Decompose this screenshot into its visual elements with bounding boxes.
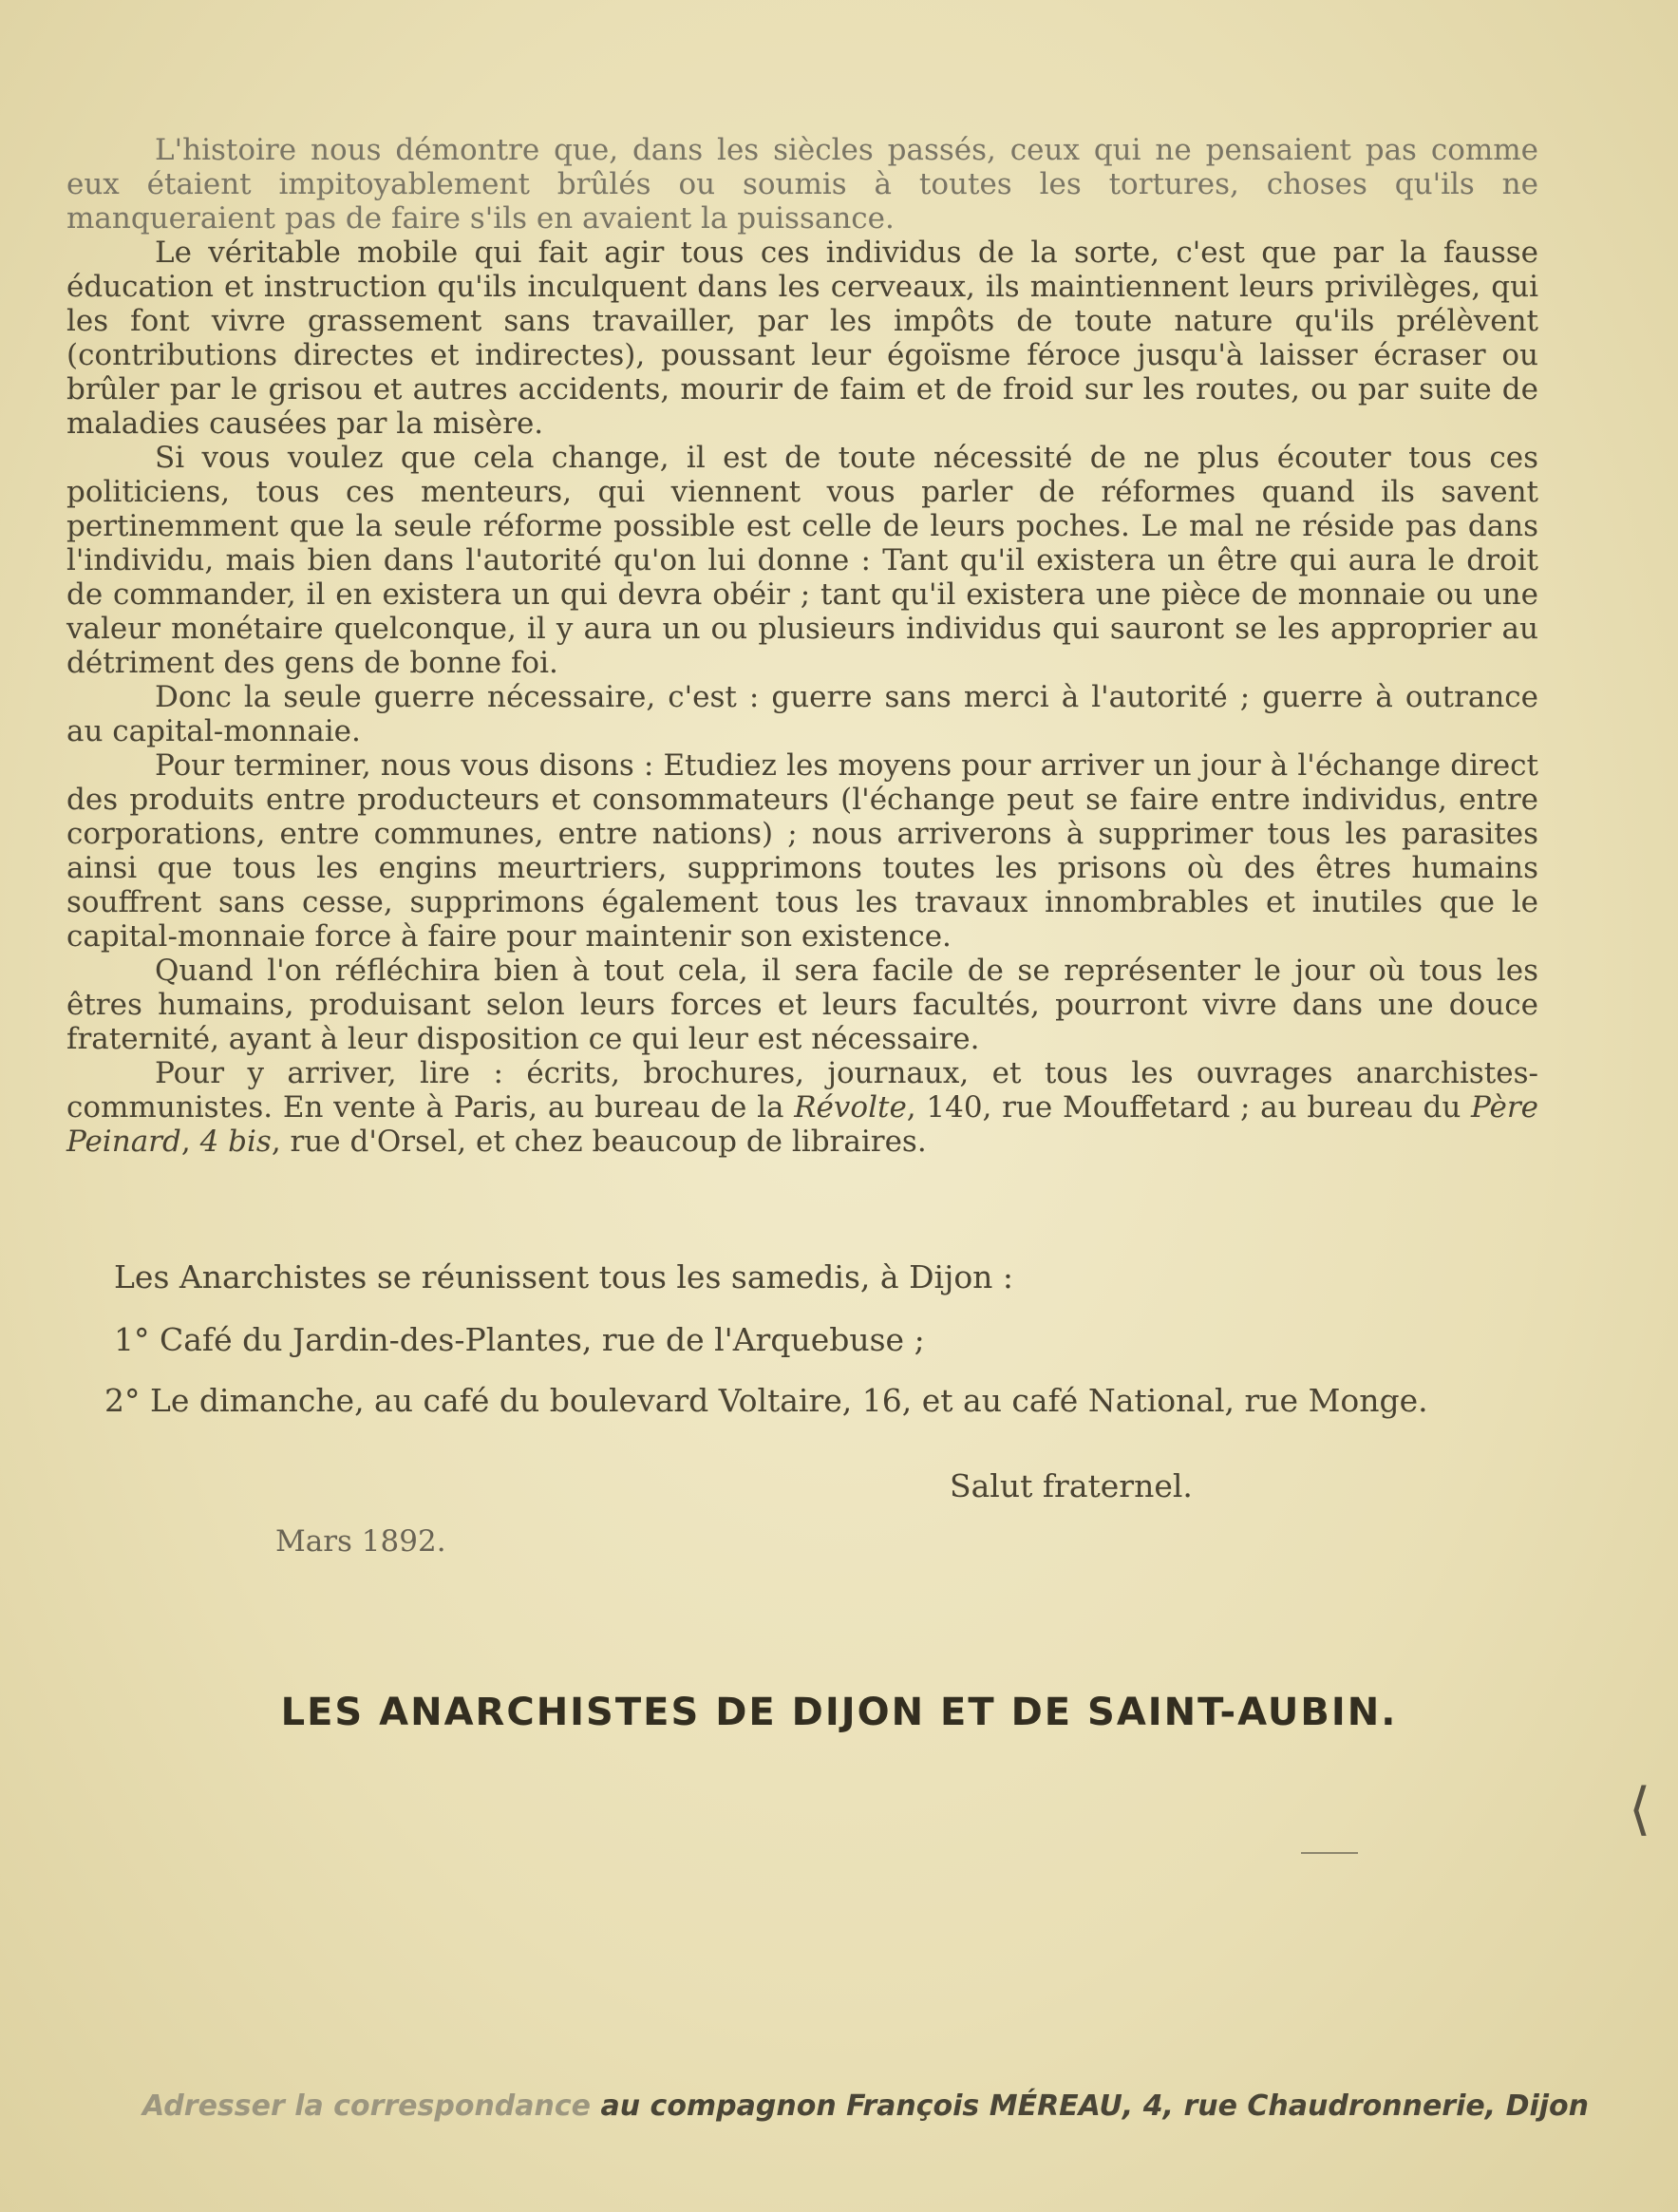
meeting-item-2: 2° Le dimanche, au café du boulevard Voltaire, 16, et au café National, rue Monge. [104,1382,1428,1419]
para7-middle: , 140, rue Mouffetard ; au bureau du [906,1090,1472,1125]
meeting-intro: Les Anarchistes se réunissent tous les samedis, à Dijon : [114,1258,1014,1295]
pere-peinard-title: Père Peinard [66,1090,1538,1159]
footer-rest: au compagnon François MÉREAU, 4, rue Chaudronnerie, Dijon [600,2089,1590,2123]
margin-mark-icon: ⟨ [1629,1776,1651,1843]
paragraph-1: L'histoire nous démontre que, dans les siècles passés, ceux qui ne pensaient pas comme eux étaient impitoyablement brûlés ou soumis à toutes les tortures, choses qu'ils ne manqueraient pas de faire s'ils en avaient la puissance. [66,133,1538,236]
meeting-item-1: 1° Café du Jardin-des-Plantes, rue de l'Arquebuse ; [114,1321,925,1358]
footer-prefix: Adresser la correspondance [142,2089,592,2123]
bis-text: 4 bis [199,1125,272,1159]
para7-comma: , [180,1125,200,1159]
date: Mars 1892. [275,1524,446,1559]
signature: LES ANARCHISTES DE DIJON ET DE SAINT-AUBIN. [280,1691,1398,1734]
divider [1301,1852,1358,1854]
body-text [66,133,1538,1159]
meeting-info [104,1254,1519,1438]
para7-after: , rue d'Orsel, et chez beaucoup de libraires. [271,1125,927,1159]
para7-before: Pour y arriver, lire : écrits, brochures, journaux, et tous les ouvrages anarchistes-communistes. En vente à Paris, au bureau de la [66,1056,1538,1125]
paragraph-6: Quand l'on réfléchira bien à tout cela, il sera facile de se représenter le jour où tous les êtres humains, produisant selon leurs forces et leurs facultés, pourront vivre dans une douce fraternité, ayant à leur disposition ce qui leur est nécessaire. [66,954,1538,1056]
paragraph-4: Donc la seule guerre nécessaire, c'est : guerre sans merci à l'autorité ; guerre à outrance au capital-monnaie. [66,680,1538,748]
salutation: Salut fraternel. [950,1467,1193,1504]
paragraph-5: Pour terminer, nous vous disons : Etudiez les moyens pour arriver un jour à l'échange direct des produits entre producteurs et consommateurs (l'échange peut se faire entre individus, entre corporations, entre communes, entre nations) ; nous arriverons à supprimer tous les parasites ainsi que tous les engins meurtriers, supprimons toutes les prisons où des êtres humains souffrent sans cesse, supprimons également tous les travaux innombrables et inutiles que le capital-monnaie force à faire pour maintenir son existence. [66,748,1538,954]
footer-address [142,2089,1590,2123]
paragraph-3: Si vous voulez que cela change, il est de toute nécessité de ne plus écouter tous ces politiciens, tous ces menteurs, qui viennent vous parler de réformes quand ils savent pertinemment que la seule réforme possible est celle de leurs poches. Le mal ne réside pas dans l'individu, mais bien dans l'autorité qu'on lui donne : Tant qu'il existera un être qui aura le droit de commander, il en existera un qui devra obéir ; tant qu'il existera une pièce de monnaie ou une valeur monétaire quelconque, il y aura un ou plusieurs individus qui sauront se les approprier au détriment des gens de bonne foi. [66,441,1538,680]
revolte-title: Révolte [794,1090,907,1125]
paragraph-7 [66,1056,1538,1159]
paragraph-2: Le véritable mobile qui fait agir tous ces individus de la sorte, c'est que par la fausse éducation et instruction qu'ils inculquent dans les cerveaux, ils maintiennent leurs privilèges, qui les font vivre grassement sans travailler, par les impôts de toute nature qu'ils prélèvent (contributions directes et indirectes), poussant leur égoïsme féroce jusqu'à laisser écraser ou brûler par le grisou et autres accidents, mourir de faim et de froid sur les routes, ou par suite de maladies causées par la misère. [66,236,1538,441]
